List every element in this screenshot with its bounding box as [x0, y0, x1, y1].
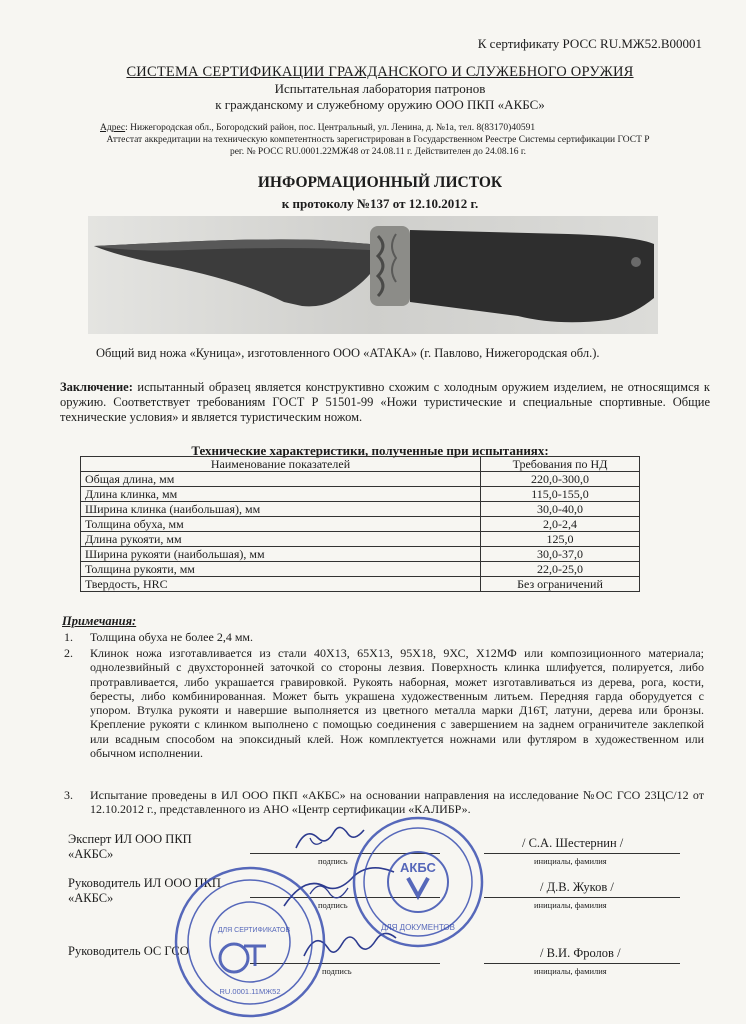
table-row — [81, 577, 640, 592]
note-text: Испытание проведены в ИЛ ООО ПКП «АКБС» на основании направления на исследование №ОС ГСО 23ЦС/12 от 12.10.2012 г., представленного из АНО «Центр сертификации «КАЛИБР». — [90, 788, 704, 817]
note-text: Толщина обуха не более 2,4 мм. — [90, 630, 254, 644]
lab-name-line2: к гражданскому и служебному оружию ООО ПКП «АКБС» — [215, 97, 545, 112]
note-item — [64, 630, 364, 644]
accreditation-line1: Аттестат аккредитации на техническую компетентность зарегистрирован в Государственном Реестре Системы сертификации ГОСТ Р — [106, 135, 650, 145]
spec-value: 30,0-37,0 — [481, 547, 640, 562]
accreditation — [48, 134, 708, 158]
address-text: : Нижегородская обл., Богородский район, пос. Центральный, ул. Ленина, д. №1а, тел. 8(83170)40591 — [125, 123, 536, 133]
note-text: Клинок ножа изготавливается из стали 40Х13, 65Х13, 95Х18, 9ХС, Х12МФ или композиционного материала; однолезвийный с двухсторонней заточкой со стороны лезвия. Поверхность клинка шлифуется, полируется, либо протравливается, либо украшается гравировкой. Рукоять наборная, может изготавливаться из дерева, рога, кости, бересты, либо комбинированная. Может быть украшена художественным литьем. Передняя гарда оборудуется с упором. Втулка рукояти и навершие выполняется из цветного металла марки Д16Т, латуни, дерева или бронзы. Крепление рукояти с клинком выполнено с помощью соединения с завершением на заднем ограничителе заклепкой или всадным способом на эпоксидный клей. Нож комплектуется ножнами или футляром в художественном или обычном исполнении. — [90, 646, 704, 761]
note-number: 1. — [64, 630, 73, 644]
note-item — [64, 646, 704, 760]
spec-name: Ширина рукояти (наибольшая), мм — [81, 547, 481, 562]
document-title: ИНФОРМАЦИОННЫЙ ЛИСТОК — [257, 174, 503, 191]
akbs-stamp-center-text: АКБС — [400, 860, 436, 875]
table-row — [81, 547, 640, 562]
spec-value: 115,0-155,0 — [481, 487, 640, 502]
signatory-role-line2: «АКБС» — [68, 847, 114, 861]
conclusion — [60, 380, 710, 425]
table-row — [81, 487, 640, 502]
spec-value: 125,0 — [481, 532, 640, 547]
signatory-role-line1: Руководитель ОС ГСО — [68, 944, 189, 958]
lab-name-line1: Испытательная лаборатория патронов — [274, 81, 486, 96]
conclusion-label: Заключение: — [60, 380, 133, 394]
table-row — [81, 532, 640, 547]
spec-name: Толщина рукояти, мм — [81, 562, 481, 577]
specs-col-value: Требования по НД — [481, 457, 640, 472]
photo-caption: Общий вид ножа «Куница», изготовленного ООО «АТАКА» (г. Павлово, Нижегородская обл.). — [96, 346, 600, 360]
signatory-role-line1: Эксперт ИЛ ООО ПКП — [68, 832, 192, 846]
signatory-role-line2: «АКБС» — [68, 891, 114, 905]
signature-caption: подпись — [322, 966, 352, 976]
note-number: 3. — [64, 788, 73, 802]
table-row — [81, 472, 640, 487]
note-number: 2. — [64, 646, 73, 660]
accreditation-line2: рег. № РОСС RU.0001.22МЖ48 от 24.08.11 г. Действителен до 24.08.16 г. — [229, 147, 527, 157]
akbs-stamp — [348, 812, 488, 952]
header-block — [40, 64, 720, 113]
signatory-name: / С.А. Шестернин / — [522, 836, 624, 850]
os-gso-stamp — [170, 862, 330, 1022]
notes-heading: Примечания: — [62, 614, 137, 628]
spec-name: Длина рукояти, мм — [81, 532, 481, 547]
name-line — [484, 962, 680, 964]
specs-header-row — [81, 457, 640, 472]
signatory-role-line1: Руководитель ИЛ ООО ПКП — [68, 876, 221, 890]
akbs-stamp-bottom-text: ДЛЯ ДОКУМЕНТОВ — [380, 923, 456, 932]
spec-name: Длина клинка, мм — [81, 487, 481, 502]
spec-value: Без ограничений — [481, 577, 640, 592]
name-caption: инициалы, фамилия — [534, 966, 607, 976]
name-caption: инициалы, фамилия — [534, 900, 607, 910]
spec-value: 2,0-2,4 — [481, 517, 640, 532]
document-subtitle: к протоколу №137 от 12.10.2012 г. — [281, 196, 479, 211]
spec-value: 220,0-300,0 — [481, 472, 640, 487]
specs-table — [80, 456, 640, 592]
address-label: Адрес — [100, 123, 126, 133]
conclusion-text: испытанный образец является конструктивно схожим с холодным оружием изделием, не относящимся к оружию. Соответствует требованиям ГОСТ Р 51501-99 «Ножи туристические и специальные спортивные. Общие технические условия» и является туристическим ножом. — [60, 380, 710, 424]
signatory-role — [68, 832, 192, 862]
knife-illustration — [88, 216, 658, 334]
spec-name: Твердость, HRC — [81, 577, 481, 592]
spec-name: Толщина обуха, мм — [81, 517, 481, 532]
name-caption: инициалы, фамилия — [534, 856, 607, 866]
signatory-name: / В.И. Фролов / — [540, 946, 621, 960]
specs-col-name: Наименование показателей — [81, 457, 481, 472]
name-line — [484, 896, 680, 898]
spec-name: Ширина клинка (наибольшая), мм — [81, 502, 481, 517]
os-stamp-reg-text: RU.0001.11МЖ52 — [219, 987, 281, 996]
spec-name: Общая длина, мм — [81, 472, 481, 487]
table-row — [81, 502, 640, 517]
os-stamp-center-text: ДЛЯ СЕРТИФИКАТОВ — [217, 927, 291, 934]
certificate-reference: К сертификату РОСС RU.МЖ52.В00001 — [477, 36, 702, 51]
table-row — [81, 517, 640, 532]
specs-title: Технические характеристики, полученные при испытаниях: — [191, 443, 549, 458]
address-line — [100, 122, 700, 134]
signature-caption: подпись — [318, 900, 348, 910]
system-title: СИСТЕМА СЕРТИФИКАЦИИ ГРАЖДАНСКОГО И СЛУЖЕБНОГО ОРУЖИЯ — [126, 64, 634, 80]
spec-value: 30,0-40,0 — [481, 502, 640, 517]
signatory-name: / Д.В. Жуков / — [540, 880, 614, 894]
spec-value: 22,0-25,0 — [481, 562, 640, 577]
table-row — [81, 562, 640, 577]
signature-caption: подпись — [318, 856, 348, 866]
knife-photo — [88, 216, 658, 334]
name-line — [484, 852, 680, 854]
